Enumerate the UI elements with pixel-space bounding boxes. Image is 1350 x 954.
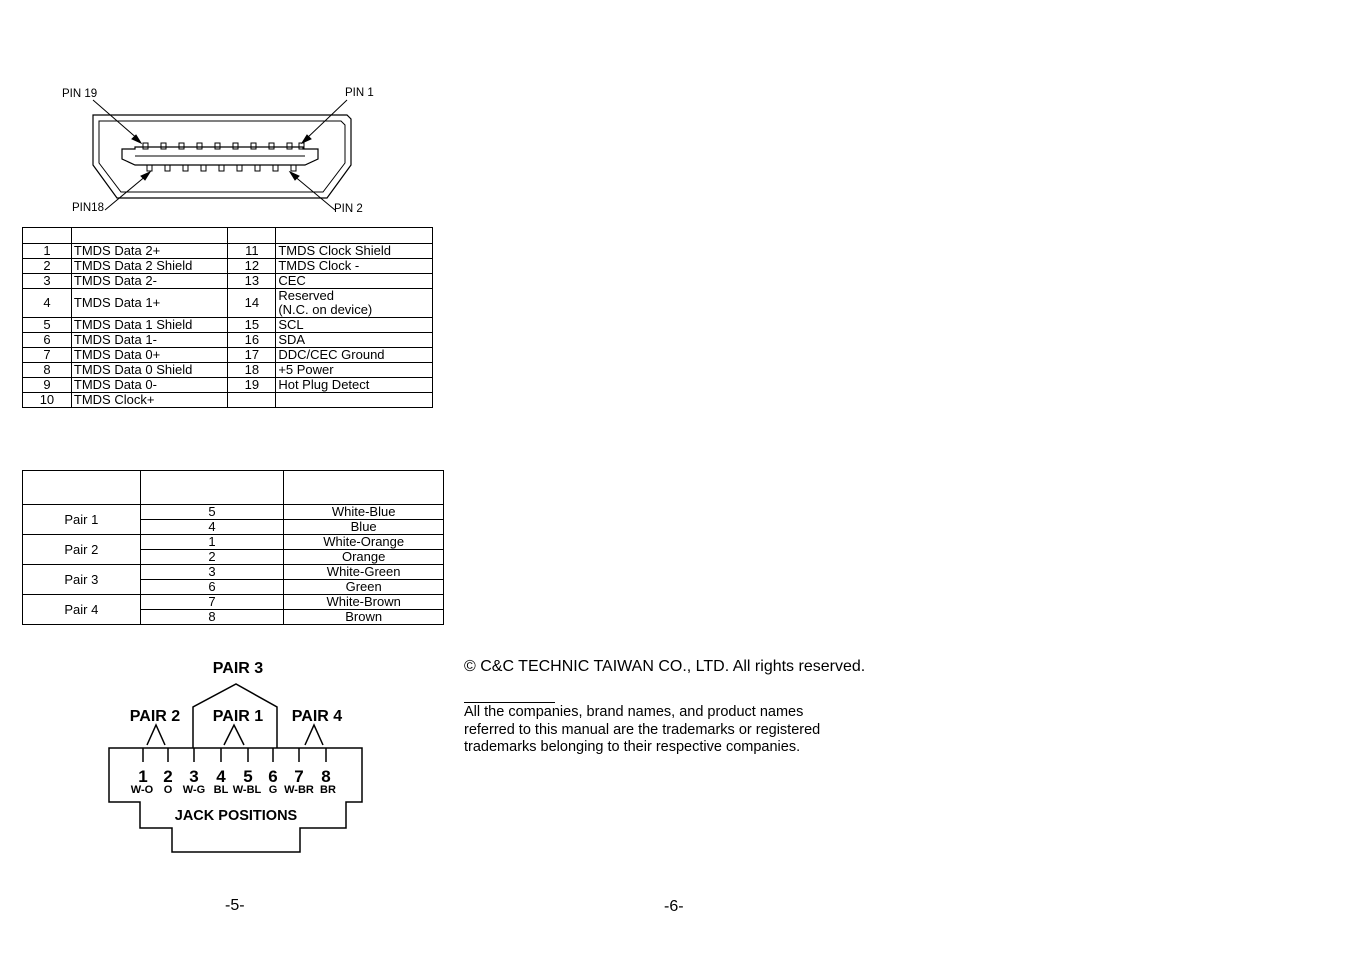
pin-signal: TMDS Data 1- xyxy=(71,333,228,348)
table-row xyxy=(23,318,433,333)
pair-pin: 3 xyxy=(140,565,284,580)
page-number-left: -5- xyxy=(225,897,245,914)
pair-pin: 6 xyxy=(140,580,284,595)
jack-pin-number: 2 xyxy=(163,767,173,786)
pair-pin: 7 xyxy=(140,595,284,610)
pin-signal: +5 Power xyxy=(276,363,433,378)
pin-number: 2 xyxy=(23,259,72,274)
pin-number: 3 xyxy=(23,274,72,289)
pair2-label: PAIR 2 xyxy=(129,708,181,725)
jack-pin-number: 7 xyxy=(294,767,304,786)
table-row xyxy=(23,393,433,408)
hdmi-top-pins xyxy=(143,143,304,149)
pin-signal-line: (N.C. on device) xyxy=(278,302,373,317)
jack-pin-number: 5 xyxy=(243,767,253,786)
table-row xyxy=(23,259,433,274)
header-cell xyxy=(23,228,72,244)
pin-signal: TMDS Clock Shield xyxy=(276,244,433,259)
jack-pin-code: W-BL xyxy=(232,784,262,796)
jack-pin-code: O xyxy=(163,784,173,796)
table-header-row xyxy=(23,228,433,244)
table-row xyxy=(23,363,433,378)
pin-number: 16 xyxy=(228,333,276,348)
pin-signal: TMDS Data 0+ xyxy=(71,348,228,363)
jack-positions-caption: JACK POSITIONS xyxy=(174,808,298,824)
pin-signal: TMDS Data 0 Shield xyxy=(71,363,228,378)
jack-pin-code: G xyxy=(268,784,278,796)
pin-number: 15 xyxy=(228,318,276,333)
pin-signal: Hot Plug Detect xyxy=(276,378,433,393)
pair-pin: 4 xyxy=(140,520,284,535)
header-cell xyxy=(228,228,276,244)
pin-number: 4 xyxy=(23,289,72,318)
hdmi-bottom-pins xyxy=(147,165,296,171)
pin-number: 8 xyxy=(23,363,72,378)
wire-color: White-Blue xyxy=(284,505,444,520)
wire-color: White-Orange xyxy=(284,535,444,550)
pin-signal: TMDS Data 1+ xyxy=(71,289,228,318)
trademark-line: All the companies, brand names, and product names xyxy=(464,704,804,720)
pin-number: 7 xyxy=(23,348,72,363)
pin-number: 17 xyxy=(228,348,276,363)
pin1-label: PIN 1 xyxy=(345,87,374,99)
wire-color: White-Brown xyxy=(284,595,444,610)
pin-number: 14 xyxy=(228,289,276,318)
trademark-line: referred to this manual are the trademarks or registered xyxy=(464,721,821,738)
pin-signal: TMDS Clock - xyxy=(276,259,433,274)
pin-signal-line: Reserved xyxy=(278,288,334,303)
pin-signal: TMDS Data 0- xyxy=(71,378,228,393)
wire-color: Orange xyxy=(284,550,444,565)
jack-pin-code: W-O xyxy=(130,784,154,796)
pair-pin: 8 xyxy=(140,610,284,625)
wire-color: Brown xyxy=(284,610,444,625)
wire-color: White-Green xyxy=(284,565,444,580)
pin-number: 10 xyxy=(23,393,72,408)
hdmi-pin-table xyxy=(22,227,433,408)
pair-name: Pair 4 xyxy=(23,595,141,625)
pin-number xyxy=(228,393,276,408)
pin-signal: SDA xyxy=(276,333,433,348)
header-cell xyxy=(276,228,433,244)
table-row xyxy=(23,505,444,520)
hdmi-connector-diagram xyxy=(55,82,385,222)
jack-pin-code: W-G xyxy=(182,784,206,796)
jack-pin-code: BR xyxy=(320,784,336,796)
pin-signal xyxy=(276,393,433,408)
pin-number: 18 xyxy=(228,363,276,378)
copyright-text: © C&C TECHNIC TAIWAN CO., LTD. All rights reserved. xyxy=(464,658,866,675)
pin-signal: SCL xyxy=(276,318,433,333)
pin-number: 11 xyxy=(228,244,276,259)
jack-pin-number: 6 xyxy=(268,767,278,786)
pin-signal: TMDS Data 2 Shield xyxy=(71,259,228,274)
pin-number: 1 xyxy=(23,244,72,259)
table-row xyxy=(23,348,433,363)
pair1-label: PAIR 1 xyxy=(212,708,264,725)
table-row xyxy=(23,244,433,259)
table-row xyxy=(23,289,433,318)
pair-pin: 1 xyxy=(140,535,284,550)
rj45-jack-diagram xyxy=(100,652,375,857)
table-row xyxy=(23,274,433,289)
header-cell xyxy=(71,228,228,244)
pin18-label: PIN18 xyxy=(72,202,104,214)
pin-number: 9 xyxy=(23,378,72,393)
pin-signal: TMDS Data 2+ xyxy=(71,244,228,259)
trademark-line: trademarks belonging to their respective companies. xyxy=(464,739,801,755)
jack-pin-number: 1 xyxy=(138,767,148,786)
header-cell xyxy=(284,471,444,505)
wire-color: Green xyxy=(284,580,444,595)
pin-number: 19 xyxy=(228,378,276,393)
pin-number: 5 xyxy=(23,318,72,333)
rj45-pair-table xyxy=(22,470,444,625)
pair-name: Pair 1 xyxy=(23,505,141,535)
trademark-notice xyxy=(464,704,820,757)
pin-signal: TMDS Data 2- xyxy=(71,274,228,289)
jack-pin-number: 8 xyxy=(321,767,331,786)
table-row xyxy=(23,378,433,393)
pin-signal: CEC xyxy=(276,274,433,289)
pair-pin: 2 xyxy=(140,550,284,565)
pin2-label: PIN 2 xyxy=(334,203,363,215)
pair-pin: 5 xyxy=(140,505,284,520)
pair3-label: PAIR 3 xyxy=(212,660,264,677)
table-row xyxy=(23,565,444,580)
pin-signal: TMDS Clock+ xyxy=(71,393,228,408)
pin-signal: TMDS Data 1 Shield xyxy=(71,318,228,333)
table-header-row xyxy=(23,471,444,505)
pair4-label: PAIR 4 xyxy=(291,708,343,725)
jack-pin-number: 4 xyxy=(216,767,226,786)
pin-number: 12 xyxy=(228,259,276,274)
page-number-right: -6- xyxy=(664,898,684,915)
header-cell xyxy=(140,471,284,505)
pin-number: 6 xyxy=(23,333,72,348)
table-row xyxy=(23,333,433,348)
footnote-divider xyxy=(464,702,555,703)
pair-name: Pair 3 xyxy=(23,565,141,595)
jack-pin-number: 3 xyxy=(189,767,199,786)
table-row xyxy=(23,535,444,550)
header-cell xyxy=(23,471,141,505)
pin-signal xyxy=(276,289,433,318)
table-row xyxy=(23,595,444,610)
jack-pin-code: W-BR xyxy=(284,784,314,796)
jack-pin-code: BL xyxy=(213,784,229,796)
pin-signal: DDC/CEC Ground xyxy=(276,348,433,363)
pair-name: Pair 2 xyxy=(23,535,141,565)
pin19-label: PIN 19 xyxy=(62,88,98,100)
pin-number: 13 xyxy=(228,274,276,289)
wire-color: Blue xyxy=(284,520,444,535)
